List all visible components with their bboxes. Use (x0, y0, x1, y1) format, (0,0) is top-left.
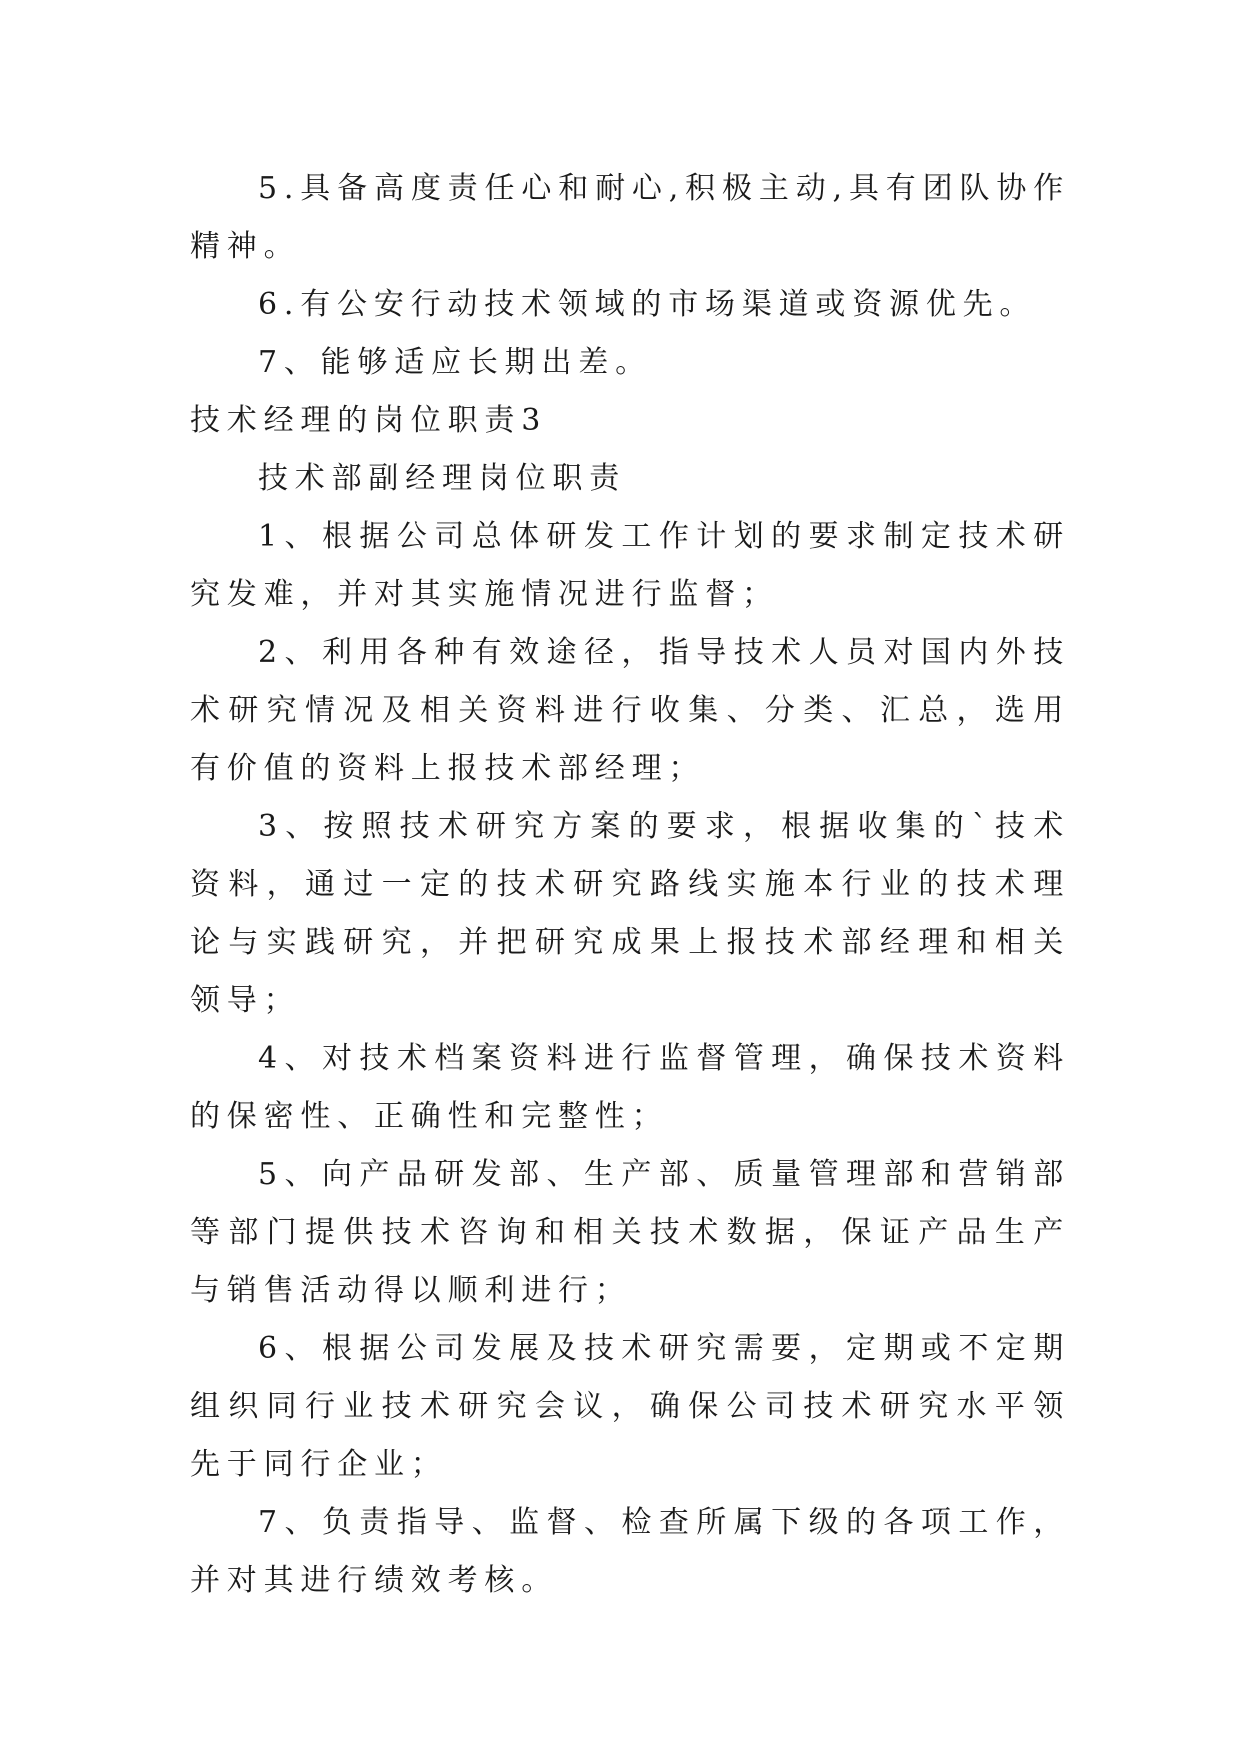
document-body (190, 160, 1070, 1610)
subsection-title: 技术部副经理岗位职责 (258, 461, 626, 496)
duty-item-7: 7、负责指导、监督、检查所属下级的各项工作，并对其进行绩效考核。 (190, 1505, 1070, 1598)
paragraph-requirement-7: 7、能够适应长期出差。 (258, 345, 652, 380)
paragraph-requirement-6: 6.有公安行动技术领域的市场渠道或资源优先。 (258, 287, 1037, 322)
paragraph-requirement-5: 5.具备高度责任心和耐心,积极主动,具有团队协作精神。 (190, 171, 1070, 264)
duty-item-5: 5、向产品研发部、生产部、质量管理部和营销部等部门提供技术咨询和相关技术数据，保证产品生产与销售活动得以顺利进行； (190, 1157, 1070, 1308)
duty-item-1: 1、根据公司总体研发工作计划的要求制定技术研究发难，并对其实施情况进行监督； (190, 519, 1070, 612)
duty-item-2: 2、利用各种有效途径，指导技术人员对国内外技术研究情况及相关资料进行收集、分类、汇总，选用有价值的资料上报技术部经理； (190, 635, 1070, 786)
duty-item-6: 6、根据公司发展及技术研究需要，定期或不定期组织同行业技术研究会议，确保公司技术研究水平领先于同行企业； (190, 1331, 1070, 1482)
section-heading: 技术经理的岗位职责3 (190, 403, 548, 438)
duty-item-4: 4、对技术档案资料进行监督管理，确保技术资料的保密性、正确性和完整性； (190, 1041, 1070, 1134)
duty-item-3: 3、按照技术研究方案的要求，根据收集的`技术资料，通过一定的技术研究路线实施本行业的技术理论与实践研究，并把研究成果上报技术部经理和相关领导； (190, 809, 1070, 1018)
